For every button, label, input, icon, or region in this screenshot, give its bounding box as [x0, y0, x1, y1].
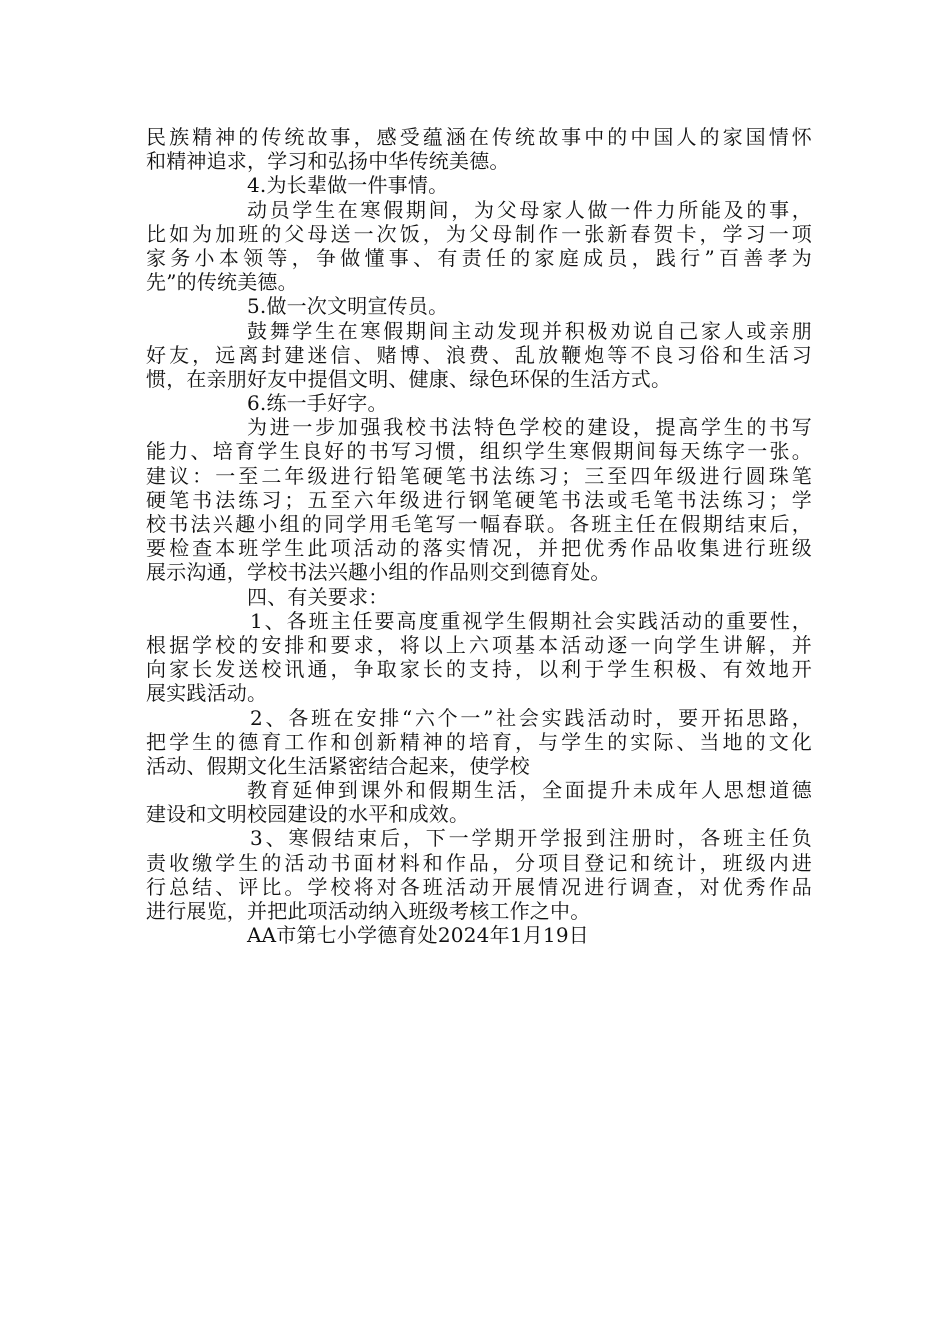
- text-line: 5.做一次文明宣传员。: [247, 294, 449, 319]
- text-line: 责收缴学生的活动书面材料和作品，分项目登记和统计，班级内进: [146, 850, 812, 875]
- text-line: 建议：一至二年级进行铅笔硬笔书法练习；三至四年级进行圆珠笔: [146, 463, 812, 488]
- text-line: 要检查本班学生此项活动的落实情况，并把优秀作品收集进行班级: [146, 536, 812, 561]
- text-line: 动员学生在寒假期间，为父母家人做一件力所能及的事，: [247, 197, 812, 222]
- text-line: 教育延伸到课外和假期生活，全面提升未成年人思想道德: [247, 778, 812, 803]
- text-line: 根据学校的安排和要求，将以上六项基本活动逐一向学生讲解，并: [146, 632, 812, 657]
- text-line: 好友，远离封建迷信、赌博、浪费、乱放鞭炮等不良习俗和生活习: [146, 342, 812, 367]
- text-line: 把学生的德育工作和创新精神的培育，与学生的实际、当地的文化: [146, 729, 812, 754]
- text-line: 4.为长辈做一件事情。: [247, 173, 449, 198]
- text-line: 比如为加班的父母送一次饭，为父母制作一张新春贺卡，学习一项: [146, 221, 812, 246]
- text-line: AA市第七小学德育处2024年1月19日: [247, 923, 589, 948]
- text-line: 为进一步加强我校书法特色学校的建设，提高学生的书写: [247, 415, 812, 440]
- text-line: 家务小本领等，争做懂事、有责任的家庭成员，践行”百善孝为: [146, 245, 812, 270]
- text-line: 四、有关要求：: [247, 584, 389, 609]
- text-line: 行总结、评比。学校将对各班活动开展情况进行调查，对优秀作品: [146, 874, 812, 899]
- text-line: 展实践活动。: [146, 681, 268, 706]
- text-line: 展示沟通，学校书法兴趣小组的作品则交到德育处。: [146, 560, 611, 585]
- text-line: 3、寒假结束后，下一学期开学报到注册时，各班主任负: [250, 826, 812, 851]
- text-line: 和精神追求，学习和弘扬中华传统美德。: [146, 149, 510, 174]
- text-line: 向家长发送校讯通，争取家长的支持，以利于学生积极、有效地开: [146, 657, 812, 682]
- text-line: 校书法兴趣小组的同学用毛笔写一幅春联。各班主任在假期结束后，: [146, 512, 812, 536]
- text-line: 硬笔书法练习；五至六年级进行钢笔硬笔书法或毛笔书法练习；学: [146, 487, 812, 512]
- text-line: 2、各班在安排“六个一”社会实践活动时，要开拓思路，: [250, 705, 812, 730]
- text-line: 先”的传统美德。: [146, 270, 298, 295]
- text-line: 1、各班主任要高度重视学生假期社会实践活动的重要性，: [250, 608, 812, 633]
- text-line: 惯，在亲朋好友中提倡文明、健康、绿色环保的生活方式。: [146, 366, 672, 391]
- text-line: 建设和文明校园建设的水平和成效。: [146, 802, 470, 827]
- text-line: 活动、假期文化生活紧密结合起来，使学校: [146, 753, 530, 778]
- document-body: [146, 125, 812, 947]
- text-line: 进行展览，并把此项活动纳入班级考核工作之中。: [146, 899, 591, 923]
- text-line: 民族精神的传统故事，感受蕴涵在传统故事中的中国人的家国情怀: [146, 125, 812, 149]
- text-line: 能力、培育学生良好的书写习惯，组织学生寒假期间每天练字一张。: [146, 439, 812, 464]
- text-line: 鼓舞学生在寒假期间主动发现并积极劝说自己家人或亲朋: [247, 318, 812, 343]
- text-line: 6.练一手好字。: [247, 391, 388, 416]
